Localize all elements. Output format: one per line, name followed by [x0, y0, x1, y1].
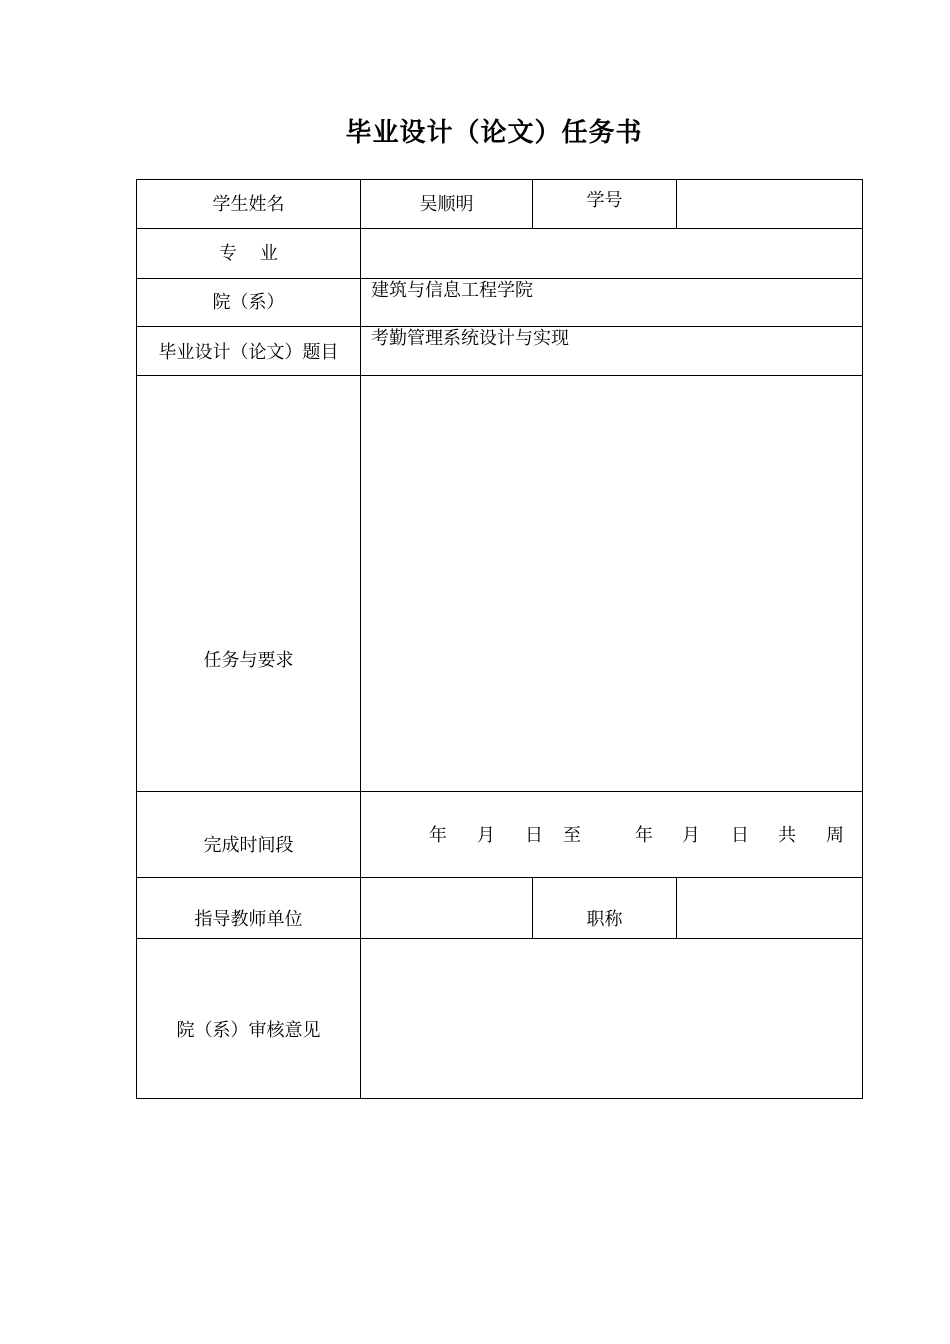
- thesis-title-value[interactable]: 考勤管理系统设计与实现: [371, 328, 569, 349]
- start-year-label: 年: [429, 825, 447, 846]
- end-month-label: 月: [682, 825, 700, 846]
- row-divider: [137, 228, 862, 229]
- end-day-label: 日: [731, 825, 749, 846]
- department-value[interactable]: 建筑与信息工程学院: [371, 280, 533, 301]
- week-label: 周: [826, 825, 844, 846]
- task-form-table: [136, 179, 863, 1099]
- student-id-label: 学号: [586, 190, 623, 211]
- tasks-label: 任务与要求: [203, 650, 294, 671]
- to-label: 至: [563, 825, 581, 846]
- major-label: 专 业: [219, 243, 278, 264]
- end-year-label: 年: [635, 825, 653, 846]
- row-divider: [137, 938, 862, 939]
- start-day-label: 日: [525, 825, 543, 846]
- total-label: 共: [778, 825, 796, 846]
- row-divider: [137, 877, 862, 878]
- department-label: 院（系）: [212, 292, 285, 313]
- period-label: 完成时间段: [203, 835, 294, 856]
- row-divider: [137, 791, 862, 792]
- review-label: 院（系）审核意见: [176, 1020, 321, 1041]
- column-divider: [676, 877, 677, 938]
- start-month-label: 月: [477, 825, 495, 846]
- advisor-rank-label: 职称: [586, 909, 623, 930]
- column-divider: [676, 180, 677, 228]
- advisor-unit-label: 指导教师单位: [194, 909, 303, 930]
- thesis-title-label: 毕业设计（论文）题目: [158, 342, 339, 363]
- column-divider: [360, 180, 361, 1098]
- row-divider: [137, 375, 862, 376]
- student-name-label: 学生姓名: [212, 194, 285, 215]
- row-divider: [137, 278, 862, 279]
- document-title: 毕业设计（论文）任务书: [345, 118, 643, 148]
- row-divider: [137, 326, 862, 327]
- student-name-value[interactable]: 吴顺明: [419, 194, 474, 215]
